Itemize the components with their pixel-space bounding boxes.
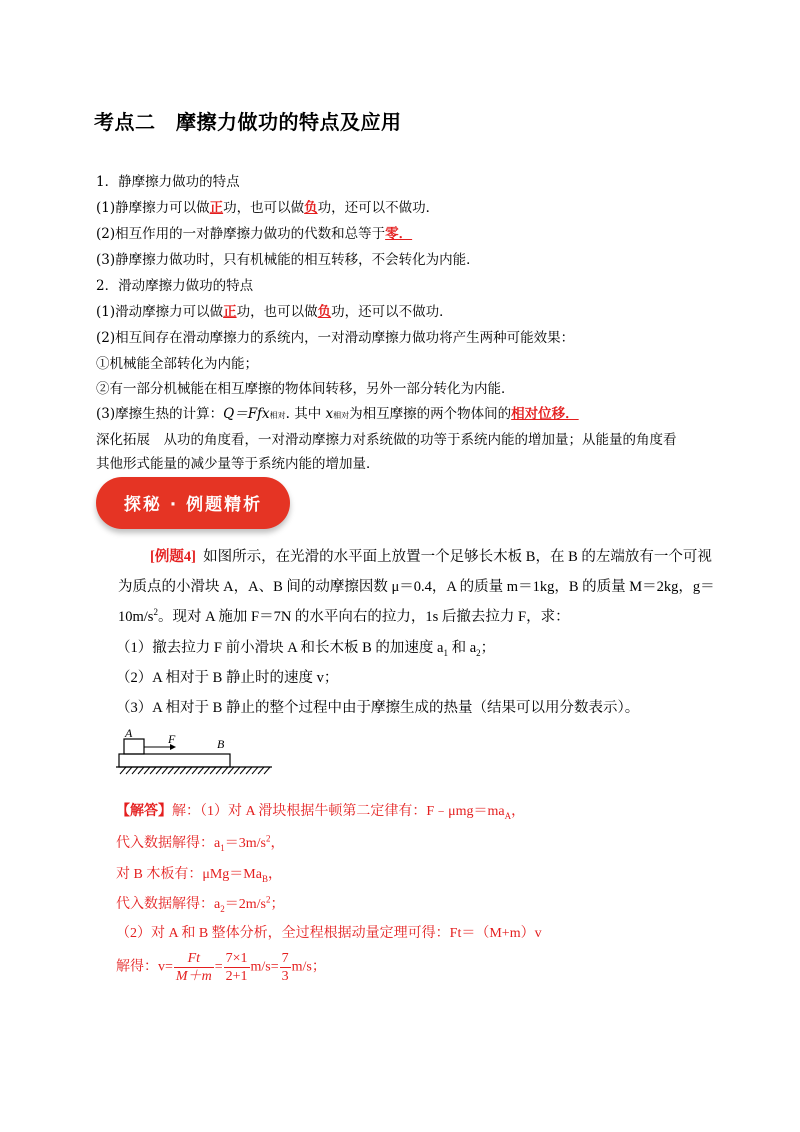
text: ＝2m/s (224, 897, 266, 912)
formula: Q＝Ffx (223, 406, 270, 422)
text: ； (480, 640, 496, 656)
section1-line3: (3)静摩擦力做功时，只有机械能的相互转移，不会转化为内能． (96, 252, 480, 268)
numerator: Ft (174, 950, 214, 968)
section1-line1 (96, 196, 439, 216)
text: 功，也可以做 (223, 200, 305, 216)
text: 解得：v= (116, 959, 173, 975)
text: 功，还可以不做功． (331, 304, 453, 320)
text: 和 a (447, 640, 477, 656)
numerator: 7×1 (225, 951, 248, 966)
fraction-result (280, 950, 291, 985)
page-title: 考点二 摩擦力做功的特点及应用 (94, 110, 402, 134)
sup: 2 (265, 833, 271, 844)
text: (1)滑动摩擦力可以做 (96, 304, 224, 320)
answer-positive: 正 (209, 200, 224, 216)
example-tag: [例题4] (150, 549, 196, 565)
example-line2: 为质点的小滑块 A，A、B 间的动摩擦因数 μ＝0.4，A 的质量 m＝1kg，B 的质量 M＝2kg，g＝ (118, 579, 715, 595)
text: . 其中 (285, 406, 326, 422)
ground-hatch (120, 767, 270, 774)
answer-line4 (116, 893, 284, 914)
fraction-ft (174, 950, 214, 985)
equals: = (214, 959, 223, 975)
sub: 2 (476, 647, 481, 658)
section2-line1 (96, 300, 453, 320)
block-a (124, 739, 144, 754)
text: 解：（1）对 A 滑块根据牛顿第二定律有：F﹣μmg＝ma (172, 804, 505, 819)
text: (3)摩擦生热的计算： (96, 406, 224, 422)
formula-sub: 相对 (269, 411, 286, 420)
block-board-figure (116, 726, 276, 778)
section1-heading: 1．静摩擦力做功的特点 (96, 174, 240, 190)
answer-line6 (116, 950, 326, 985)
board-b (119, 754, 230, 767)
sub: 2 (220, 903, 225, 914)
deepen-line1: 深化拓展 从功的角度看，一对滑动摩擦力对系统做的功等于系统内能的增加量；从能量的角度看 (96, 432, 677, 448)
text: 功，还可以不做功． (317, 200, 440, 216)
text: 代入数据解得：a (116, 897, 221, 912)
sup: 2 (265, 894, 271, 905)
text: ＝3m/s (224, 836, 266, 851)
var-x: x (325, 406, 334, 422)
fraction-numeric (224, 950, 250, 985)
text: 如图所示，在光滑的水平面上放置一个足够长木板 B，在 B 的左端放有一个可视 (203, 549, 712, 565)
text: （1）撤去拉力 F 前小滑块 A 和长木板 B 的加速度 a (116, 640, 444, 656)
text: 对 B 木板有：μMg＝Ma (116, 867, 262, 882)
text: (2)相互作用的一对静摩擦力做功的代数和总等于 (96, 226, 386, 242)
denominator: M＋m (175, 969, 212, 984)
text: m/s； (291, 959, 326, 975)
text: 。现对 A 施加 F＝7N 的水平向右的拉力，1s 后撤去拉力 F，求： (157, 609, 570, 625)
sub: B (261, 873, 268, 884)
answer-line2 (116, 832, 284, 853)
answer-negative: 负 (304, 200, 318, 216)
text: 为相互摩擦的两个物体间的 (349, 406, 512, 422)
var-sub: 相对 (333, 411, 350, 420)
sup: 2 (153, 607, 158, 618)
answer-line5: （2）对 A 和 B 整体分析，全过程根据动量定理可得：Ft＝（M+m）v (116, 926, 542, 941)
question-1 (116, 636, 495, 658)
section2-line2: (2)相互间存在滑动摩擦力的系统内，一对滑动摩擦力做功将产生两种可能效果： (96, 330, 575, 346)
text: (1)静摩擦力可以做 (96, 200, 210, 216)
answer-negative: 负 (317, 304, 332, 320)
question-2: （2）A 相对于 B 静止时的速度 v； (116, 670, 339, 686)
section-banner (96, 477, 290, 529)
label-a: A (125, 726, 133, 740)
text: m/s= (250, 959, 279, 975)
text: ， (267, 867, 282, 882)
section1-line2 (96, 222, 412, 242)
deepen-line2: 其他形式能量的减少量等于系统内能的增加量． (96, 456, 380, 472)
answer-zero: 零． (385, 226, 413, 242)
text: ； (270, 897, 285, 912)
label-f: F (168, 732, 176, 746)
question-3: （3）A 相对于 B 静止的整个过程中由于摩擦生成的热量（结果可以用分数表示）。 (116, 700, 640, 716)
answer-positive: 正 (223, 304, 237, 320)
answer-line1 (116, 800, 525, 821)
example-line3 (118, 605, 570, 626)
label-b: B (217, 737, 225, 751)
example-line1 (150, 545, 712, 566)
sub: 1 (443, 647, 448, 658)
answer-tag: 【解答】 (116, 804, 172, 819)
section2-heading: 2．滑动摩擦力做功的特点 (96, 278, 254, 294)
denominator: 2+1 (225, 969, 248, 984)
answer-line3 (116, 863, 282, 884)
section2-line3: ①机械能全部转化为内能； (96, 356, 258, 372)
answer-relative-displacement: 相对位移． (511, 406, 579, 422)
text: ， (511, 804, 526, 819)
numerator: 7 (281, 951, 289, 966)
text: ， (270, 836, 285, 851)
denominator: 3 (281, 969, 289, 984)
text: 10m/s (118, 609, 154, 625)
section2-line5 (96, 402, 579, 422)
text: 代入数据解得：a (116, 836, 221, 851)
banner-label: 探秘 · 例题精析 (123, 495, 263, 515)
text: 功，也可以做 (236, 304, 318, 320)
sub: A (504, 810, 512, 821)
sub: 1 (220, 842, 225, 853)
section2-line4: ②有一部分机械能在相互摩擦的物体间转移，另外一部分转化为内能． (96, 381, 515, 397)
